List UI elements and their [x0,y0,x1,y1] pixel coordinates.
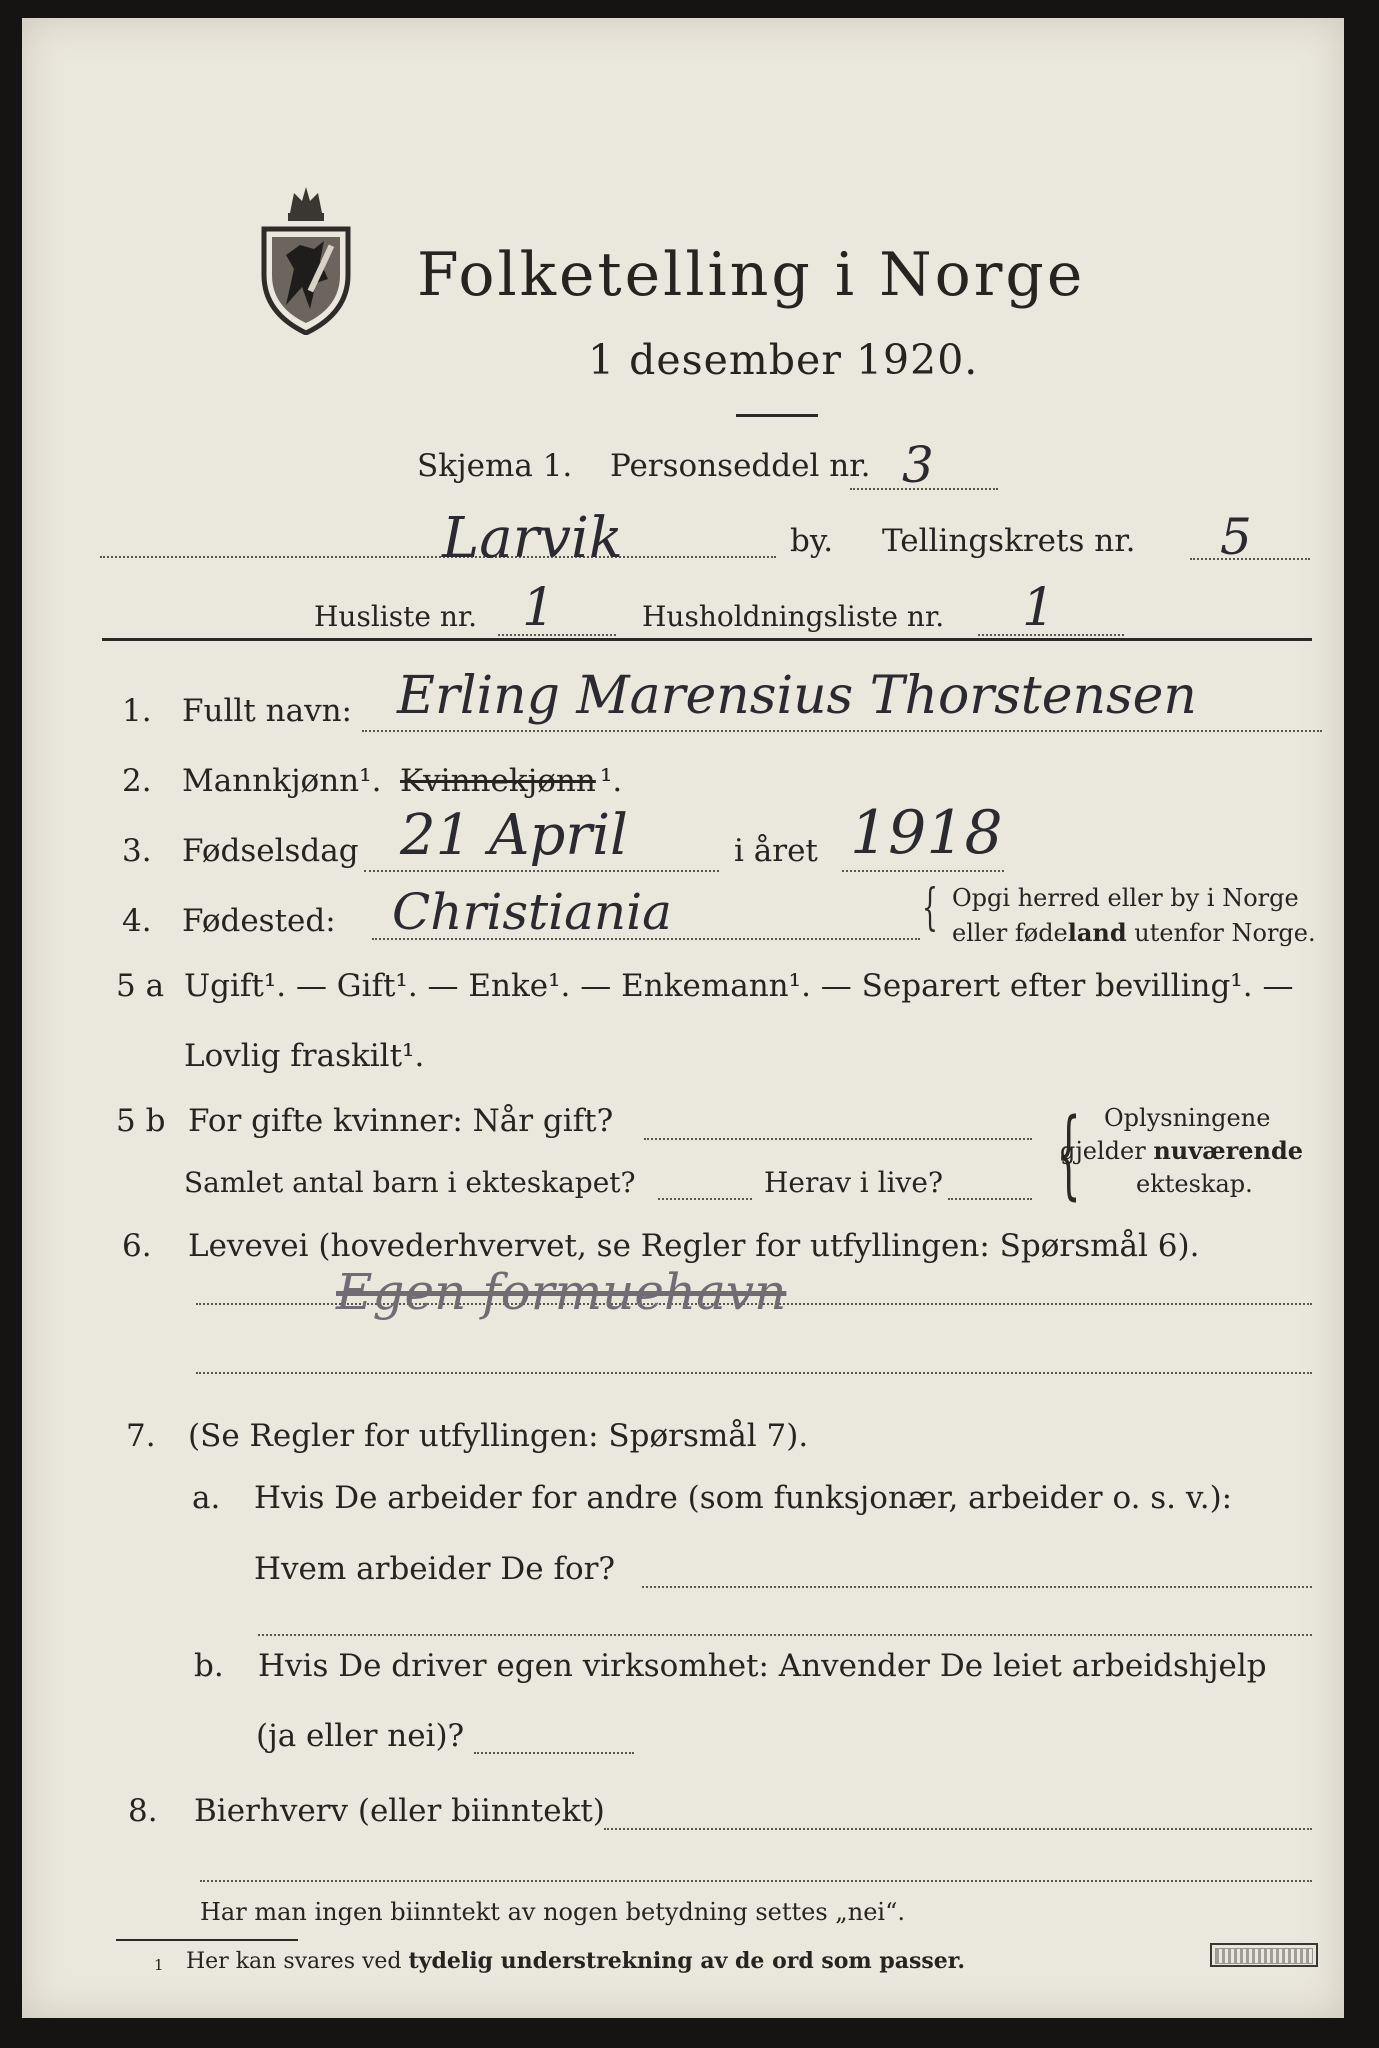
q5b-alive-dotline [948,1198,1032,1200]
q5b-number: 5 b [116,1103,166,1139]
husliste-value: 1 [522,578,556,638]
q1-value: Erling Marensius Thorstensen [397,666,1197,726]
q5b-note-brace: { [1056,1098,1081,1210]
q4-note-line1: Opgi herred eller by i Norge [952,884,1299,912]
q7a-dotline-1 [642,1586,1312,1588]
q6-value-struck: Egen formuehavn [336,1263,787,1321]
q4-note-brace: { [921,878,938,936]
personseddel-label: Personseddel nr. [610,448,871,484]
q8-number: 8. [128,1793,158,1829]
q7a-line1: Hvis De arbeider for andre (som funksjonær, arbeider o. s. v.): [254,1480,1233,1516]
q2-female-struck: Kvinnekjønn [400,763,596,799]
husliste-dotline [498,634,616,636]
by-label: by. [790,523,834,559]
q7a-dotline-2 [258,1634,1312,1636]
q5a-number: 5 a [116,968,165,1004]
q3-year-dotline [842,870,1004,872]
q5b-line1: For gifte kvinner: Når gift? [188,1103,614,1139]
q6-number: 6. [122,1228,152,1264]
form-title: Folketelling i Norge [417,240,1086,310]
q8-dotline-1 [604,1828,1312,1830]
husholdning-value: 1 [1022,578,1056,638]
q2-male: Mannkjønn¹. [182,763,382,799]
husliste-label: Husliste nr. [314,600,478,633]
footnote-mark: 1 [154,1956,164,1974]
q4-note-line2: eller fødeland utenfor Norge. [952,918,1316,947]
tellingskrets-value: 5 [1220,508,1252,566]
title-divider [736,414,818,417]
q8-note: Har man ingen biinntekt av nogen betydning settes „nei“. [200,1898,905,1926]
q5b-when-dotline [644,1138,1032,1140]
footnote-rule [116,1939,298,1941]
printer-stamp [1210,1943,1318,1967]
q5a-line1: Ugift¹. — Gift¹. — Enke¹. — Enkemann¹. — Separert efter bevilling¹. — [184,968,1294,1004]
q7a-line2: Hvem arbeider De for? [254,1551,616,1587]
q7b-dotline [474,1752,634,1754]
q5a-line2: Lovlig fraskilt¹. [184,1038,425,1074]
q1-label: Fullt navn: [182,693,352,729]
town-value: Larvik [442,506,623,571]
census-form-page [22,18,1344,2018]
q6-dotline-2 [196,1372,1312,1374]
q4-label: Fødested: [182,903,336,939]
q5b-alive-label: Herav i live? [764,1166,943,1199]
q7b-letter: b. [194,1648,224,1684]
q3-number: 3. [122,833,152,869]
tellingskrets-label: Tellingskrets nr. [882,523,1136,559]
q3-year-value: 1918 [850,798,1003,868]
norwegian-coat-of-arms-icon [250,183,362,335]
q1-number: 1. [122,693,152,729]
q4-number: 4. [122,903,152,939]
q3-day-dotline [364,870,719,872]
q7b-line2: (ja eller nei)? [256,1718,465,1754]
q5b-note2: gjelder nuværende [1060,1136,1304,1165]
form-date: 1 desember 1920. [588,336,979,384]
skjema-label: Skjema 1. [417,448,573,484]
q3-label: Fødselsdag [182,833,359,869]
q5b-children-dotline [658,1198,752,1200]
q7a-letter: a. [192,1480,221,1516]
husholdning-label: Husholdningsliste nr. [642,600,945,633]
q7-label: (Se Regler for utfyllingen: Spørsmål 7). [188,1418,809,1454]
q7-number: 7. [126,1418,156,1454]
personseddel-value: 3 [902,436,934,494]
q5b-note3: ekteskap. [1136,1170,1253,1198]
town-dotline [100,556,776,558]
q4-value: Christiania [392,883,672,941]
q8-label: Bierhverv (eller biinntekt) [194,1793,605,1829]
header-rule [102,638,1312,641]
footnote-text: Her kan svares ved tydelig understrekning av de ord som passer. [186,1948,966,1974]
q3-day-value: 21 April [400,803,628,868]
q8-dotline-2 [200,1880,1312,1882]
q3-year-label: i året [734,833,818,869]
q2-number: 2. [122,763,152,799]
q5b-children-label: Samlet antal barn i ekteskapet? [184,1166,636,1199]
q5b-note1: Oplysningene [1104,1104,1271,1132]
q1-dotline [362,730,1322,732]
q2-female-suffix: ¹. [600,763,623,799]
q7b-line1: Hvis De driver egen virksomhet: Anvender De leiet arbeidshjelp [258,1648,1267,1684]
q6-label: Levevei (hovederhvervet, se Regler for utfyllingen: Spørsmål 6). [188,1228,1200,1264]
